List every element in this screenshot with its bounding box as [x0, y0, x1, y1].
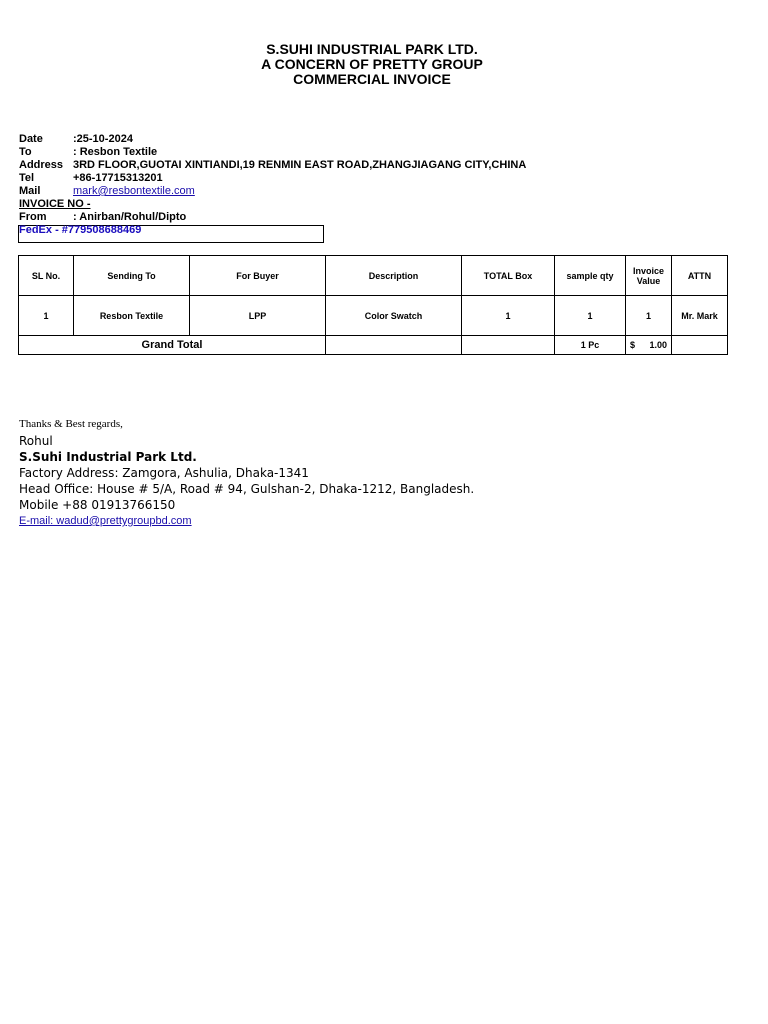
date-row — [19, 133, 133, 146]
cell-for-buyer: LPP — [190, 296, 326, 336]
closing-text: Thanks & Best regards, — [19, 418, 123, 430]
grand-total-empty-2 — [462, 336, 555, 355]
header-for-buyer: For Buyer — [190, 256, 326, 296]
email-link[interactable]: E-mail: wadud@prettygroupbd.com — [19, 515, 192, 527]
cell-attn: Mr. Mark — [672, 296, 728, 336]
grand-total-row — [19, 336, 728, 355]
mobile-number: Mobile +88 01913766150 — [19, 498, 176, 512]
grand-total-value — [626, 336, 672, 355]
from-label: From — [19, 211, 47, 223]
fedex-tracking: FedEx - #779508688469 — [19, 224, 142, 236]
header-sending-to: Sending To — [74, 256, 190, 296]
cell-invoice-value: 1 — [626, 296, 672, 336]
tel-label: Tel — [19, 172, 35, 184]
invoice-no-label: INVOICE NO - — [19, 198, 91, 210]
table-row — [19, 296, 728, 336]
total-amount: 1.00 — [649, 340, 667, 350]
header-total-box: TOTAL Box — [462, 256, 555, 296]
company-name: S.Suhi Industrial Park Ltd. — [19, 450, 197, 464]
grand-total-empty-3 — [672, 336, 728, 355]
date-label: Date — [19, 133, 43, 145]
factory-address: Factory Address: Zamgora, Ashulia, Dhaka-1341 — [19, 466, 309, 480]
currency-symbol: $ — [630, 340, 636, 350]
header-sl-no: SL No. — [19, 256, 74, 296]
from-row — [19, 211, 186, 224]
cell-sample-qty: 1 — [555, 296, 626, 336]
grand-total-qty: 1 Pc — [555, 336, 626, 355]
to-value: : Resbon Textile — [73, 146, 158, 158]
mail-row — [19, 185, 195, 198]
address-value: 3RD FLOOR,GUOTAI XINTIANDI,19 RENMIN EAST ROAD,ZHANGJIAGANG CITY,CHINA — [73, 159, 527, 171]
from-value: : Anirban/Rohul/Dipto — [73, 211, 187, 223]
tel-row — [19, 172, 163, 185]
mail-link[interactable]: mark@resbontextile.com — [73, 185, 195, 197]
mail-label: Mail — [19, 185, 41, 197]
header-invoice-value: Invoice Value — [626, 256, 672, 296]
cell-description: Color Swatch — [326, 296, 462, 336]
cell-total-box: 1 — [462, 296, 555, 336]
document-title: COMMERCIAL INVOICE — [293, 71, 451, 87]
date-value: :25-10-2024 — [73, 133, 133, 145]
cell-sending-to: Resbon Textile — [74, 296, 190, 336]
to-row — [19, 146, 157, 159]
invoice-table — [18, 255, 728, 355]
signatory-name: Rohul — [19, 434, 53, 448]
header-description: Description — [326, 256, 462, 296]
table-header-row — [19, 256, 728, 296]
header-sample-qty: sample qty — [555, 256, 626, 296]
to-label: To — [19, 146, 32, 158]
cell-sl-no: 1 — [19, 296, 74, 336]
address-label: Address — [19, 159, 64, 171]
company-title: S.SUHI INDUSTRIAL PARK LTD. — [266, 41, 478, 57]
grand-total-label: Grand Total — [19, 336, 326, 355]
address-row — [19, 159, 526, 172]
head-office-address: Head Office: House # 5/A, Road # 94, Gulshan-2, Dhaka-1212, Bangladesh. — [19, 482, 475, 496]
header-attn: ATTN — [672, 256, 728, 296]
tel-value: +86-17715313201 — [73, 172, 163, 184]
group-subtitle: A CONCERN OF PRETTY GROUP — [261, 56, 483, 72]
invoice-no-row — [19, 198, 91, 211]
grand-total-empty-1 — [326, 336, 462, 355]
